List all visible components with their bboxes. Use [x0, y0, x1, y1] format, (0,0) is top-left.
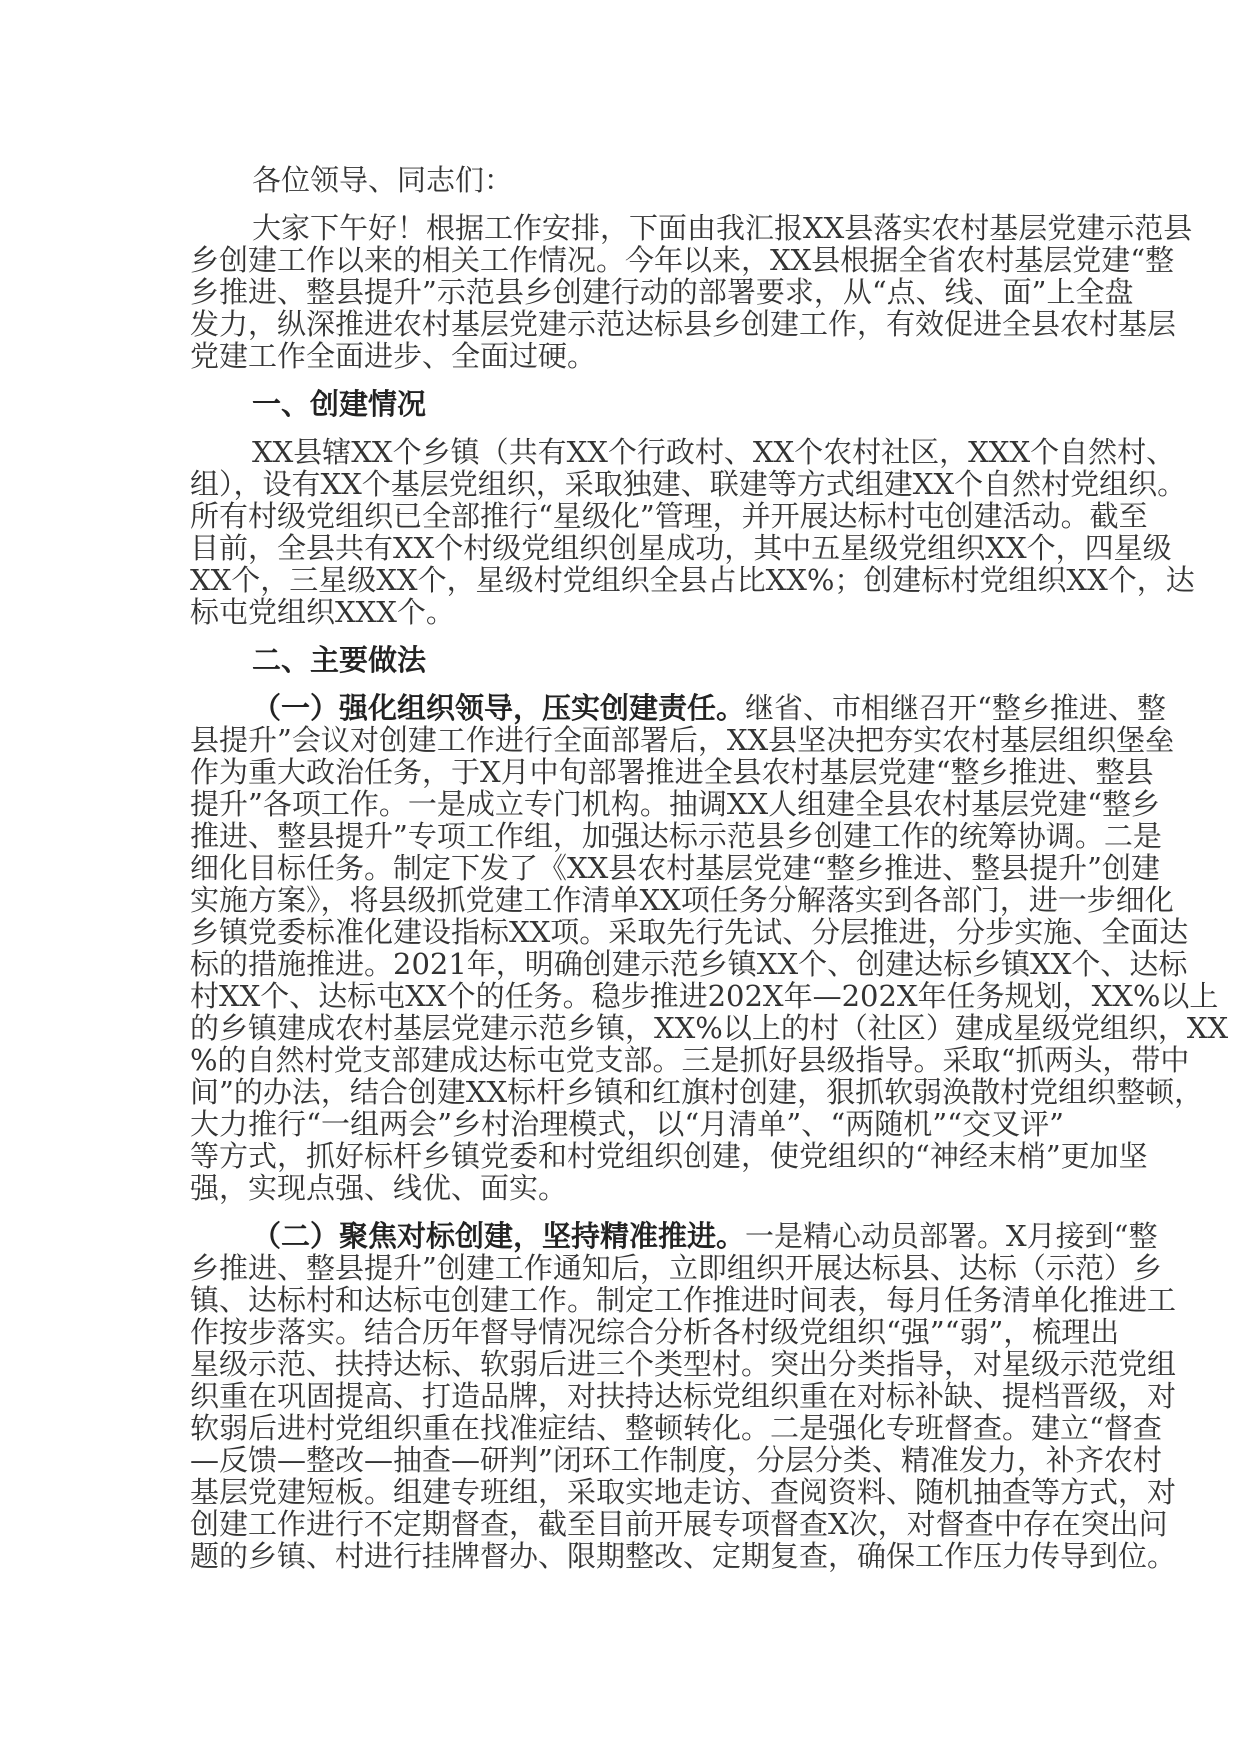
text-line [190, 211, 1193, 245]
text-line [190, 164, 1064, 196]
line-text: 二、主要做法 [252, 643, 427, 677]
line-text: 继省、市相继召开“整乡推进、整 [745, 691, 1166, 725]
text-line [190, 1539, 1177, 1573]
line-text: 间”的办法，结合创建XX标杆乡镇和红旗村创建，狠抓软弱涣散村党组织整顿， [190, 1075, 1204, 1109]
line-text: 一是精心动员部署。X月接到“整 [745, 1219, 1158, 1253]
line-text: 村XX个、达标屯XX个的任务。稳步推进202X年—202X年任务规划，XX%以上 [190, 979, 1219, 1013]
text-line [190, 819, 1162, 853]
text-line [190, 435, 1176, 469]
text-line [190, 1475, 1177, 1509]
line-text: %的自然村党支部建成达标屯党支部。三是抓好县级指导。采取“抓两头，带中 [190, 1043, 1190, 1077]
text-line [190, 388, 1064, 420]
text-line [190, 1379, 1177, 1413]
text-line [190, 644, 1064, 676]
text-line [190, 563, 1195, 597]
text-line [190, 1283, 1177, 1317]
text-line [190, 1347, 1177, 1381]
text-line [190, 499, 1148, 533]
text-line [190, 723, 1175, 757]
text-line [190, 596, 1064, 628]
line-text: 乡镇党委标准化建设指标XX项。采取先行先试、分层推进，分步实施、全面达 [190, 915, 1189, 949]
text-line [190, 1075, 1204, 1109]
section-heading [190, 388, 1064, 420]
text-line [190, 1443, 1162, 1477]
text-line [190, 851, 1160, 885]
text-line [190, 755, 1154, 789]
text-line [190, 691, 1166, 725]
text-line [190, 883, 1174, 917]
line-text: 各位领导、同志们： [252, 163, 514, 197]
line-text: 实施方案》，将县级抓党建工作清单XX项任务分解落实到各部门，进一步细化 [190, 883, 1174, 917]
line-text: 星级示范、扶持达标、软弱后进三个类型村。突出分类指导，对星级示范党组 [190, 1347, 1177, 1381]
line-text: 大家下午好！根据工作安排，下面由我汇报XX县落实农村基层党建示范县 [252, 211, 1193, 245]
text-line [190, 1507, 1168, 1541]
line-text: 县提升”会议对创建工作进行全面部署后，XX县坚决把夯实农村基层组织堡垒 [190, 723, 1175, 757]
text-line [190, 307, 1177, 341]
paragraph-lead: （二）聚焦对标创建，坚持精准推进。 [252, 1219, 746, 1253]
text-line [190, 1172, 1064, 1204]
line-text: 标屯党组织XXX个。 [190, 595, 455, 629]
section-heading [190, 644, 1064, 676]
text-line [190, 979, 1219, 1013]
paragraph [190, 691, 1229, 1205]
line-text: 一、创建情况 [252, 387, 427, 421]
line-text: XX县辖XX个乡镇（共有XX个行政村、XX个农村社区，XXX个自然村、 [252, 435, 1176, 469]
text-line [190, 1139, 1148, 1173]
line-text: 作按步落实。结合历年督导情况综合分析各村级党组织“强”“弱”，梳理出 [190, 1315, 1120, 1349]
line-text: 织重在巩固提高、打造品牌，对扶持达标党组织重在对标补缺、提档晋级，对 [190, 1379, 1177, 1413]
text-line [190, 340, 1064, 372]
text-line [190, 1108, 1064, 1140]
line-text: 乡推进、整县提升”示范县乡创建行动的部署要求，从“点、线、面”上全盘 [190, 275, 1134, 309]
line-text: 组），设有XX个基层党组织，采取独建、联建等方式组建XX个自然村党组织。 [190, 467, 1187, 501]
line-text: 推进、整县提升”专项工作组，加强达标示范县乡创建工作的统筹协调。二是 [190, 819, 1162, 853]
text-line [190, 947, 1188, 981]
line-text: —反馈—整改—抽查—研判”闭环工作制度，分层分类、精准发力，补齐农村 [190, 1443, 1162, 1477]
line-text: 的乡镇建成农村基层党建示范乡镇，XX%以上的村（社区）建成星级党组织，XX [190, 1011, 1229, 1045]
line-text: 作为重大政治任务，于X月中旬部署推进全县农村基层党建“整乡推进、整县 [190, 755, 1154, 789]
line-text: 标的措施推进。2021年，明确创建示范乡镇XX个、创建达标乡镇XX个、达标 [190, 947, 1188, 981]
line-text: 软弱后进村党组织重在找准症结、整顿转化。二是强化专班督查。建立“督查 [190, 1411, 1162, 1445]
text-line [190, 1043, 1190, 1077]
line-text: 发力，纵深推进农村基层党建示范达标县乡创建工作，有效促进全县农村基层 [190, 307, 1177, 341]
line-text: 镇、达标村和达标屯创建工作。制定工作推进时间表，每月任务清单化推进工 [190, 1283, 1177, 1317]
text-line [190, 275, 1134, 309]
line-text: 大力推行“一组两会”乡村治理模式，以“月清单”、“两随机”“交叉评” [190, 1107, 1064, 1141]
line-text: 等方式，抓好标杆乡镇党委和村党组织创建，使党组织的“神经末梢”更加坚 [190, 1139, 1148, 1173]
text-line [190, 531, 1172, 565]
text-line [190, 915, 1189, 949]
line-text: 乡推进、整县提升”创建工作通知后，立即组织开展达标县、达标（示范）乡 [190, 1251, 1162, 1285]
text-line [190, 1315, 1120, 1349]
text-line [190, 467, 1187, 501]
text-line [190, 1011, 1229, 1045]
line-text: 乡创建工作以来的相关工作情况。今年以来，XX县根据全省农村基层党建“整 [190, 243, 1175, 277]
line-text: 基层党建短板。组建专班组，采取实地走访、查阅资料、随机抽查等方式，对 [190, 1475, 1177, 1509]
line-text: 党建工作全面进步、全面过硬。 [190, 339, 597, 373]
line-text: 提升”各项工作。一是成立专门机构。抽调XX人组建全县农村基层党建“整乡 [190, 787, 1160, 821]
text-line [190, 787, 1160, 821]
paragraph [190, 1219, 1177, 1573]
paragraph [190, 164, 1064, 196]
line-text: 所有村级党组织已全部推行“星级化”管理，并开展达标村屯创建活动。截至 [190, 499, 1148, 533]
line-text: 题的乡镇、村进行挂牌督办、限期整改、定期复查，确保工作压力传导到位。 [190, 1539, 1177, 1573]
paragraph-lead: （一）强化组织领导，压实创建责任。 [252, 691, 746, 725]
line-text: 目前，全县共有XX个村级党组织创星成功，其中五星级党组织XX个，四星级 [190, 531, 1172, 565]
line-text: XX个，三星级XX个，星级村党组织全县占比XX%；创建标村党组织XX个，达 [190, 563, 1195, 597]
text-line [190, 1251, 1162, 1285]
line-text: 强，实现点强、线优、面实。 [190, 1171, 568, 1205]
document-body [190, 163, 1229, 1588]
paragraph [190, 435, 1195, 629]
paragraph [190, 211, 1193, 373]
text-line [190, 1411, 1162, 1445]
text-line [190, 243, 1175, 277]
line-text: 细化目标任务。制定下发了《XX县农村基层党建“整乡推进、整县提升”创建 [190, 851, 1160, 885]
line-text: 创建工作进行不定期督查，截至目前开展专项督查X次，对督查中存在突出问 [190, 1507, 1168, 1541]
text-line [190, 1219, 1158, 1253]
